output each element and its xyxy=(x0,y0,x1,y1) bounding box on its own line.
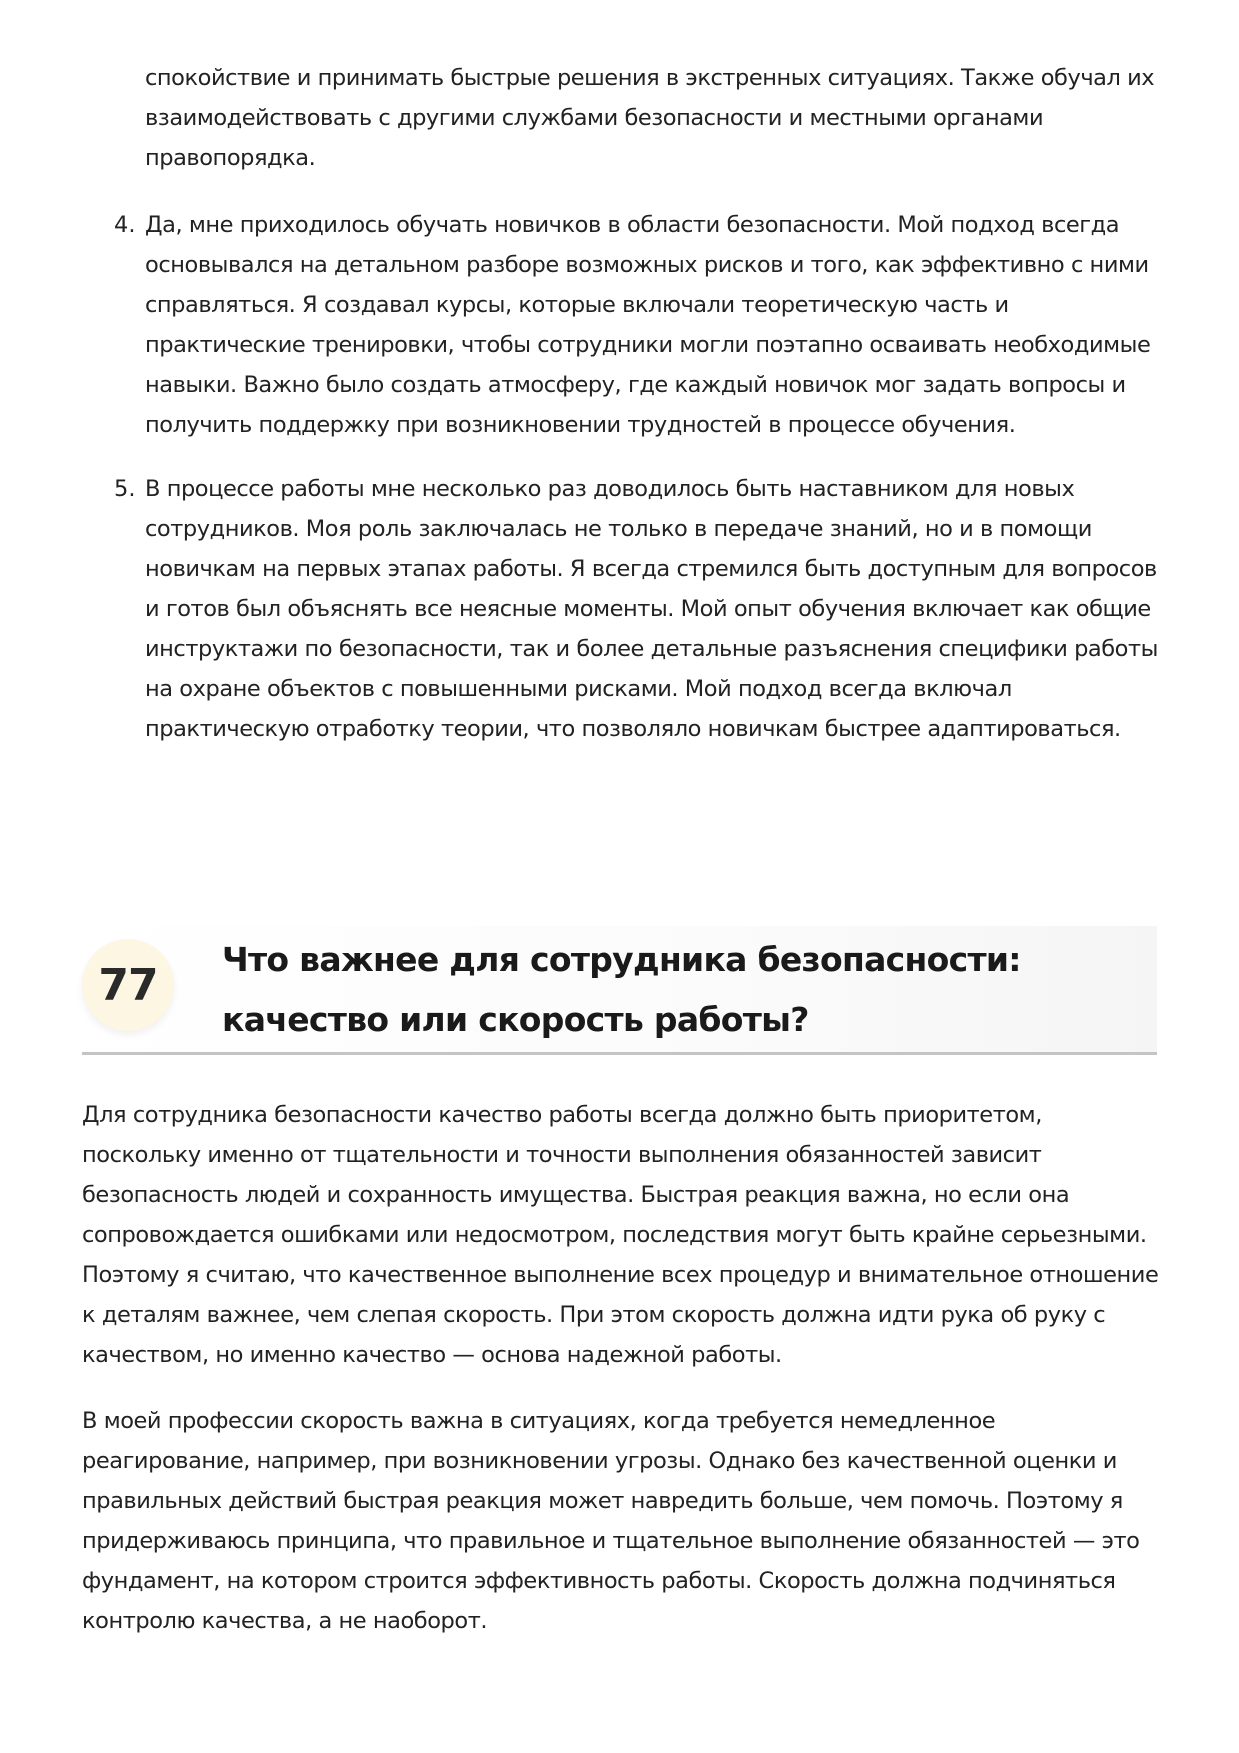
list-item xyxy=(0,205,1165,445)
answer-paragraph-2: В моей профессии скорость важна в ситуациях, когда требуется немедленное реагирование, например, при возникновении угрозы. Однако без качественной оценки и правильных действий быстрая реакция может навредить больше, чем помочь. Поэтому я придерживаюсь принципа, что правильное и тщательное выполнение обязанностей — это фундамент, на котором строится эффективность работы. Скорость должна подчиняться контролю качества, а не наоборот. xyxy=(82,1408,1140,1634)
question-number-badge: 77 xyxy=(82,939,174,1031)
question-title: Что важнее для сотрудника безопасности: качество или скорость работы? xyxy=(222,940,1021,1039)
answer-paragraph-1: Для сотрудника безопасности качество работы всегда должно быть приоритетом, поскольку именно от тщательности и точности выполнения обязанностей зависит безопасность людей и сохранность имущества. Быстрая реакция важна, но если она сопровождается ошибками или недосмотром, последствия могут быть крайне серьезными. Поэтому я считаю, что качественное выполнение всех процедур и внимательное отношение к деталям важнее, чем слепая скорость. При этом скорость должна идти рука об руку с качеством, но именно качество — основа надежной работы. xyxy=(82,1102,1159,1368)
list-item-number: 5. xyxy=(114,476,136,502)
answer-list xyxy=(0,205,1239,773)
continuation-paragraph: спокойствие и принимать быстрые решения в экстренных ситуациях. Также обучал их взаимодействовать с другими службами безопасности и местными органами правопорядка. xyxy=(145,65,1155,171)
list-item-text: Да, мне приходилось обучать новичков в области безопасности. Мой подход всегда основывался на детальном разборе возможных рисков и того, как эффективно с ними справляться. Я создавал курсы, которые включали теоретическую часть и практические тренировки, чтобы сотрудники могли поэтапно осваивать необходимые навыки. Важно было создать атмосферу, где каждый новичок мог задать вопросы и получить поддержку при возникновении трудностей в процессе обучения. xyxy=(145,212,1151,438)
question-header xyxy=(82,926,1157,1056)
list-item xyxy=(0,469,1165,749)
list-item-number: 4. xyxy=(114,212,136,238)
list-item-text: В процессе работы мне несколько раз доводилось быть наставником для новых сотрудников. Моя роль заключалась не только в передаче знаний, но и в помощи новичкам на первых этапах работы. Я всегда стремился быть доступным для вопросов и готов был объяснять все неясные моменты. Мой опыт обучения включает как общие инструктажи по безопасности, так и более детальные разъяснения специфики работы на охране объектов с повышенными рисками. Мой подход всегда включал практическую отработку теории, что позволяло новичкам быстрее адаптироваться. xyxy=(145,476,1158,742)
